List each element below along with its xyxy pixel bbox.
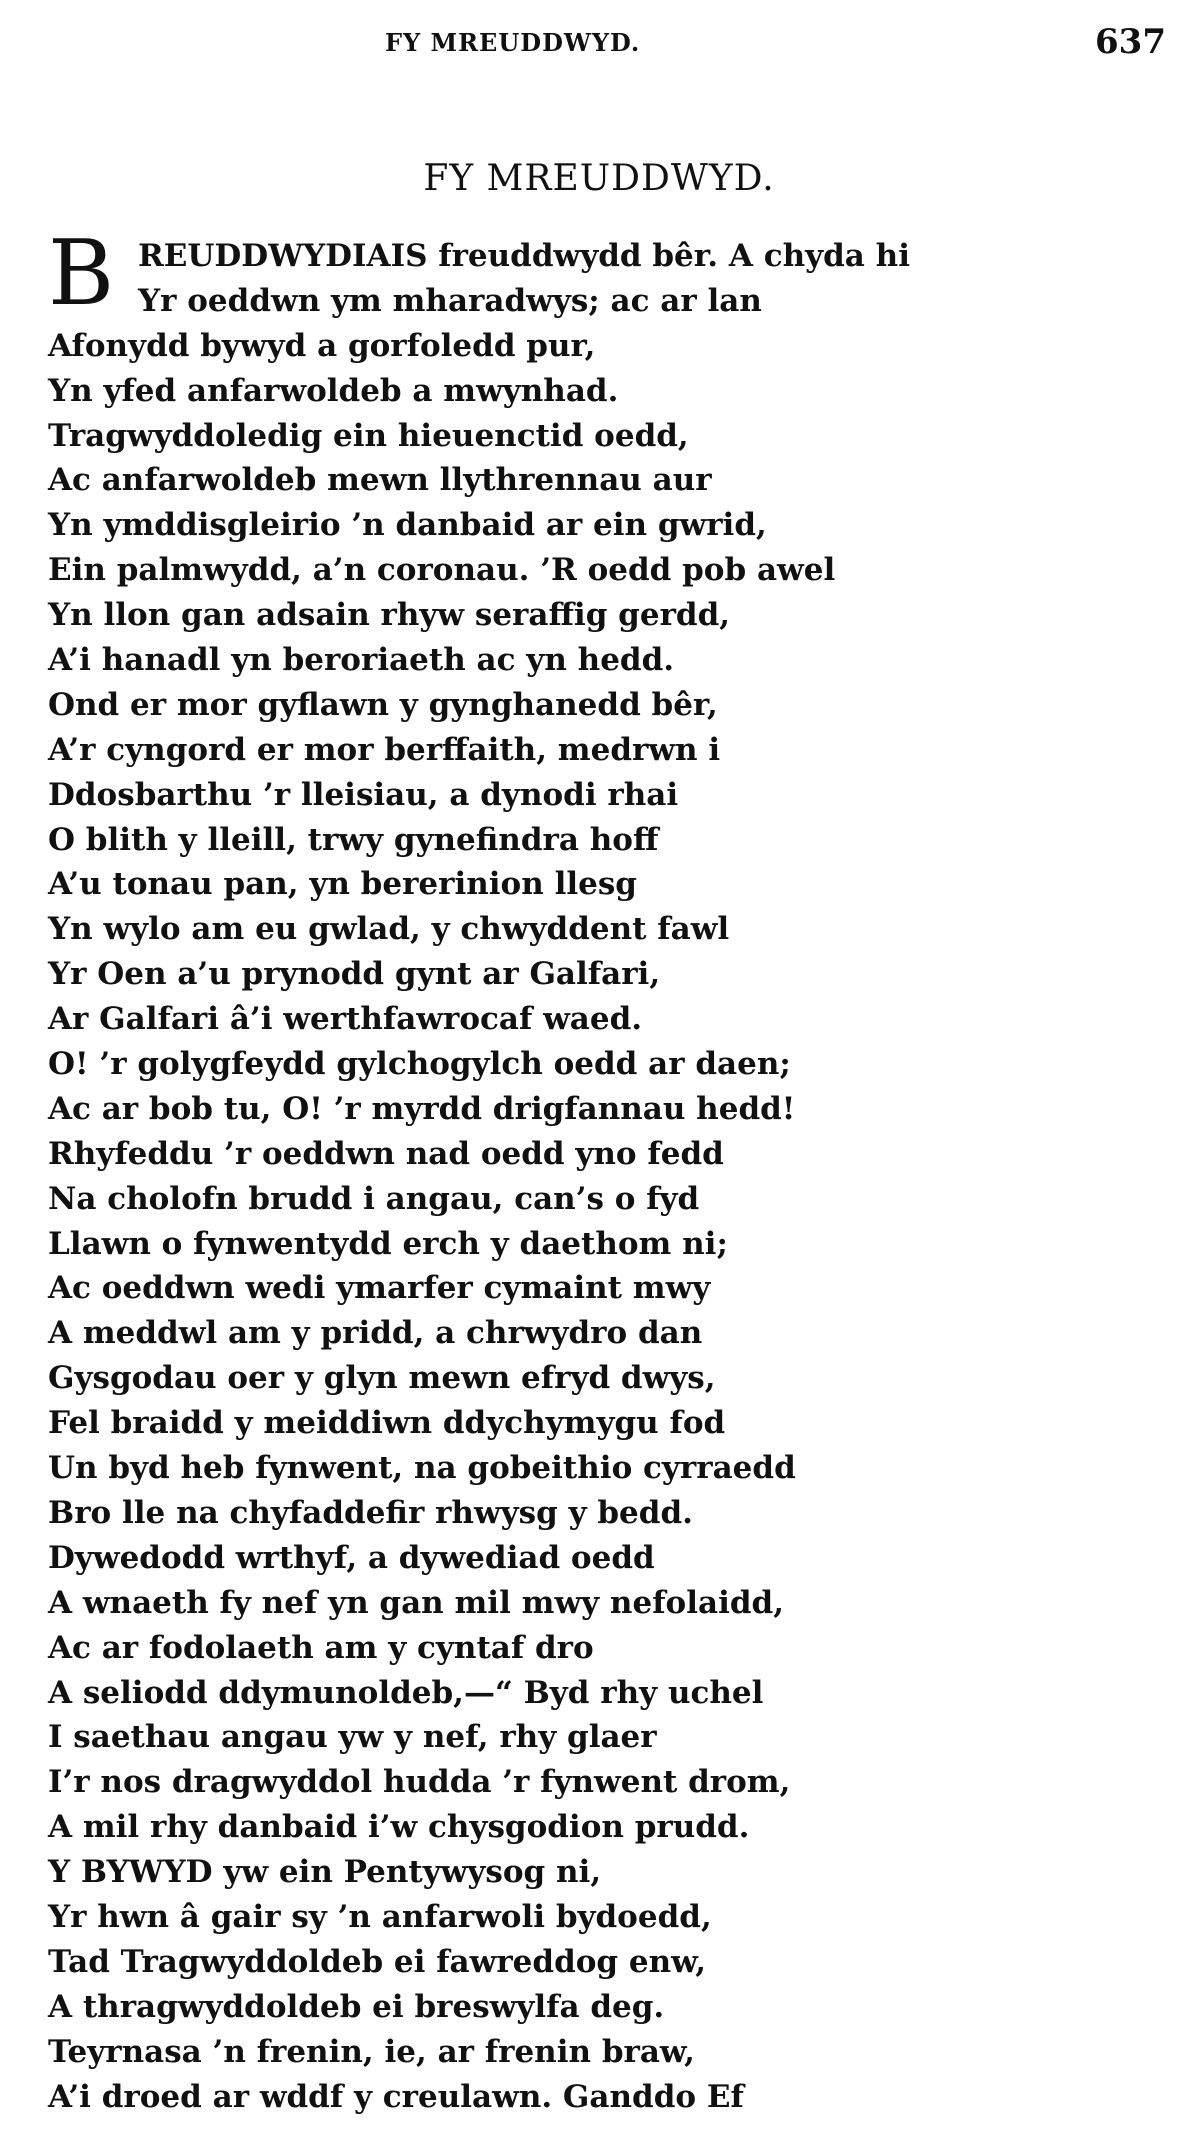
poem-line: O! ’r golygfeydd gylchogylch oedd ar daen; <box>48 1046 791 1083</box>
poem-line: A’r cyngord er mor berffaith, medrwn i <box>48 731 721 768</box>
poem-line: Tad Tragwyddoldeb ei fawreddog enw, <box>48 1943 707 1980</box>
running-title: FY MREUDDWYD. <box>385 28 641 57</box>
poem-lines <box>48 324 1168 2120</box>
poem-line: O blith y lleill, trwy gynefindra hoff <box>48 821 659 858</box>
poem-line: Na cholofn brudd i angau, can’s o fyd <box>48 1180 700 1217</box>
poem-line: Un byd heb fynwent, na gobeithio cyrraedd <box>48 1450 796 1487</box>
poem-body <box>48 221 1168 2119</box>
poem-line: A’u tonau pan, yn bererinion llesg <box>48 866 637 903</box>
page-number: 637 <box>1095 22 1166 62</box>
poem-line: Ond er mor gyflawn y gynghanedd bêr, <box>48 686 718 723</box>
poem-line: A’i hanadl yn beroriaeth ac yn hedd. <box>48 642 675 679</box>
poem-line: Tragwyddoledig ein hieuenctid oedd, <box>48 417 689 454</box>
poem-line: Fel braidd y meiddiwn ddychymygu fod <box>48 1405 726 1442</box>
running-head <box>0 22 1198 62</box>
poem-line: Ac anfarwoldeb mewn llythrennau aur <box>48 462 712 499</box>
poem-line: A mil rhy danbaid i’w chysgodion prudd. <box>48 1809 750 1846</box>
poem-line: Ac oeddwn wedi ymarfer cymaint mwy <box>48 1270 711 1307</box>
poem-line: Rhyfeddu ’r oeddwn nad oedd yno fedd <box>48 1135 724 1172</box>
first-line-text: REUDDWYDIAIS freuddwydd bêr. A chyda hi <box>138 238 910 274</box>
poem-line: Yn llon gan adsain rhyw seraffig gerdd, <box>48 597 731 634</box>
drop-cap: B <box>48 221 115 326</box>
poem-line: Yr hwn â gair sy ’n anfarwoli bydoedd, <box>48 1898 712 1935</box>
poem-line: Bro lle na chyfaddefir rhwysg y bedd. <box>48 1494 693 1531</box>
poem-line: Yn ymddisgleirio ’n danbaid ar ein gwrid, <box>48 507 767 544</box>
poem-line: A thragwyddoldeb ei breswylfa deg. <box>48 1988 665 2025</box>
poem-line: Ac ar bob tu, O! ’r myrdd drigfannau hedd! <box>48 1090 796 1127</box>
poem-line: Ein palmwydd, a’n coronau. ’R oedd pob awel <box>48 552 836 589</box>
poem-line: Gysgodau oer y glyn mewn efryd dwys, <box>48 1360 716 1397</box>
poem-line: A meddwl am y pridd, a chrwydro dan <box>48 1315 703 1352</box>
poem-line: Yn yfed anfarwoldeb a mwynhad. <box>48 372 619 409</box>
poem-title: FY MREUDDWYD. <box>423 158 775 199</box>
poem-line: I saethau angau yw y nef, rhy glaer <box>48 1719 657 1756</box>
poem-line: A wnaeth fy nef yn gan mil mwy nefolaidd, <box>48 1584 784 1621</box>
poem-line: Yn wylo am eu gwlad, y chwyddent fawl <box>48 911 730 948</box>
poem-line: Ar Galfari â’i werthfawrocaf waed. <box>48 1001 643 1038</box>
poem-line: A seliodd ddymunoldeb,—“ Byd rhy uchel <box>48 1674 764 1711</box>
poem-line: Y BYWYD yw ein Pentywysog ni, <box>48 1854 602 1891</box>
poem-line: Teyrnasa ’n frenin, ie, ar frenin braw, <box>48 2033 695 2070</box>
poem-line: Ddosbarthu ’r lleisiau, a dynodi rhai <box>48 776 679 813</box>
poem-line: Llawn o fynwentydd erch y daethom ni; <box>48 1225 728 1262</box>
poem-line: Afonydd bywyd a gorfoledd pur, <box>48 327 596 364</box>
poem-line: Ac ar fodolaeth am y cyntaf dro <box>48 1629 594 1666</box>
poem-line: A’i droed ar wddf y creulawn. Ganddo Ef <box>48 2078 744 2115</box>
poem-line: I’r nos dragwyddol hudda ’r fynwent drom, <box>48 1764 791 1801</box>
poem-line: Yr Oen a’u prynodd gynt ar Galfari, <box>48 956 661 993</box>
poem-line: Yr oeddwn ym mharadwys; ac ar lan <box>138 282 762 319</box>
poem-line: Dywedodd wrthyf, a dywediad oedd <box>48 1539 655 1576</box>
